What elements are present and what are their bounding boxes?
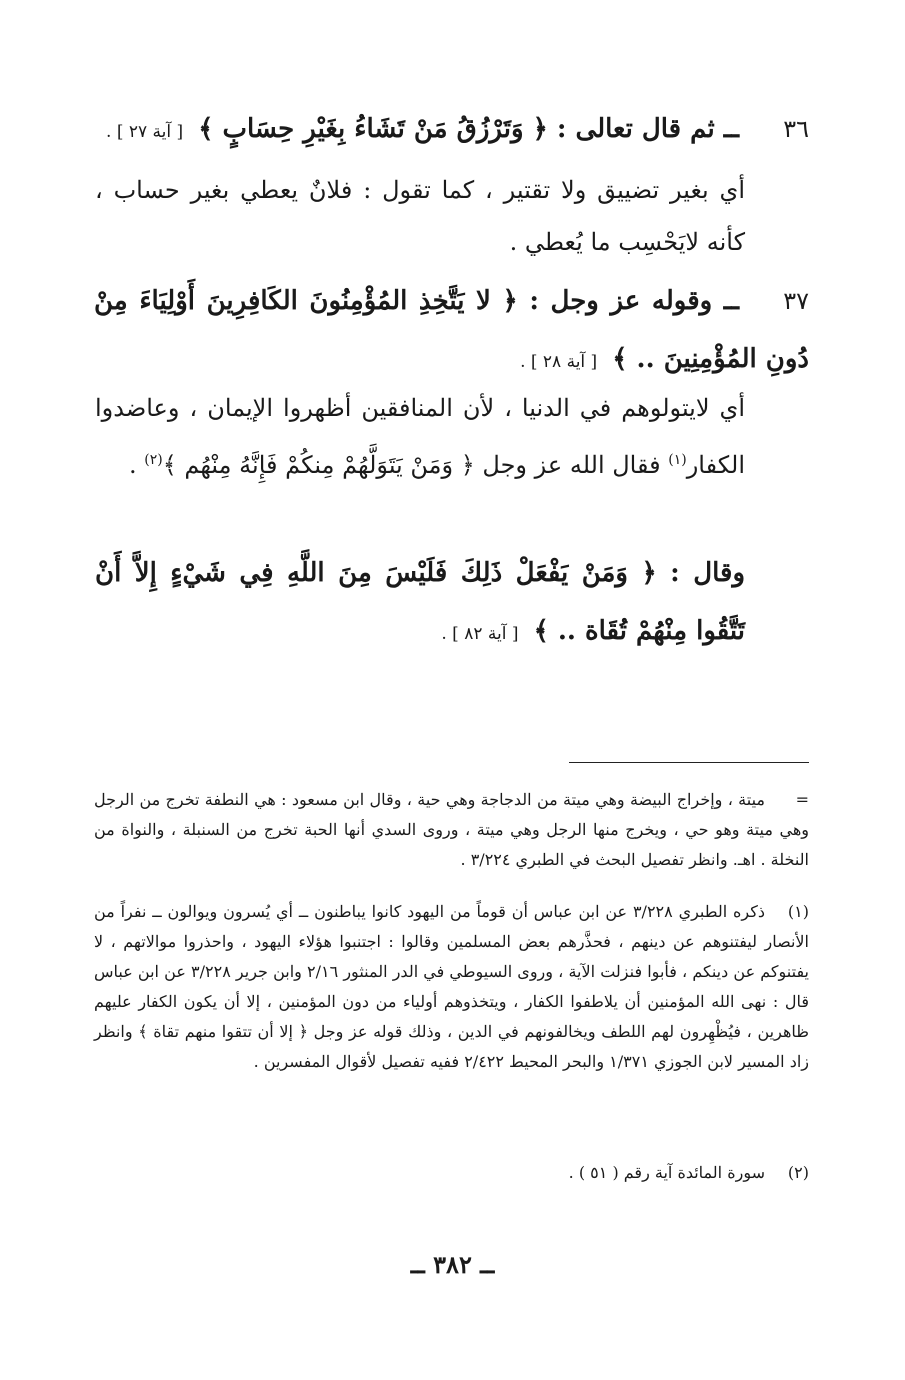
- continuation-lead: وقال :: [670, 558, 746, 588]
- entry-lead: ــ ثم قال تعالى :: [556, 114, 739, 144]
- verse-reference: [ آية ٢٨ ] .: [520, 352, 598, 372]
- footnote-ref-1: (١): [668, 452, 687, 468]
- continuation-verse-block: [95, 544, 745, 663]
- footnote-ref-2: (٢): [144, 452, 163, 468]
- verse-reference: [ آية ٨٢ ] .: [441, 624, 519, 644]
- carryover-marker: =: [795, 790, 809, 809]
- quran-verse: ﴿ وَمَنْ يَفْعَلْ ذَلِكَ فَلَيْسَ مِنَ اللَّهِ فِي شَيْءٍ إِلاَّ أَنْ تَتَّقُوا مِنْهُمْ تُقَاة .. ﴾: [95, 558, 745, 646]
- explanation-verse: فقال الله عز وجل ﴿ وَمَنْ يَتَوَلَّهُمْ مِنكُمْ فَإِنَّهُ مِنْهُم ﴾: [162, 451, 669, 479]
- footnote-1: [94, 897, 809, 1077]
- quran-verse: ﴿ وَتَرْزُقُ مَنْ تَشَاءُ بِغَيْرِ حِسَابٍ ﴾: [198, 114, 548, 144]
- entry-37-explanation: [95, 382, 745, 491]
- entry-number: ٣٧: [783, 287, 810, 315]
- footnote-number: (٢): [787, 1163, 809, 1182]
- footnote-text: سورة المائدة آية رقم ( ٥١ ) .: [568, 1163, 765, 1182]
- entry-number: ٣٦: [783, 115, 809, 143]
- footnote-text: ميتة ، وإخراج البيضة وهي ميتة من الدجاجة وهي حية ، وقال ابن مسعود : هي النطفة تخرج من الرجل وهي ميتة وهو حي ، ويخرج منها الرجل وهي ميتة ، وروى السدي أنها الحبة تخرج من السنبلة ، والنواة من النخلة . اهـ. وانظر تفصيل البحث في الطبري ٣/٢٢٤ .: [94, 790, 809, 869]
- footnote-number: (١): [787, 902, 810, 921]
- footnote-separator: [569, 762, 809, 763]
- explanation-end: .: [128, 451, 145, 479]
- entry-37-heading: [94, 272, 809, 391]
- entry-36-explanation: أي بغير تضييق ولا تقتير ، كما تقول : فلانٌ يعطي بغير حساب ، كأنه لايَحْسِب ما يُعطي .: [95, 176, 746, 256]
- footnote-2: [94, 1158, 809, 1188]
- explanation-text: أي لايتولوهم في الدنيا ، لأن المنافقين أظهروا الإيمان ، وعاضدوا الكفار: [95, 394, 745, 479]
- entry-36-heading: [94, 100, 809, 161]
- entry-lead: ــ وقوله عز وجل :: [529, 286, 740, 316]
- footnote-text: ذكره الطبري ٣/٢٢٨ عن ابن عباس أن قوماً من اليهود كانوا يباطنون ــ أي يُسرون ويوالون ــ نفراً من الأنصار ليفتنوهم عن دينهم ، فحذَّرهم بعض المسلمين وقالوا : اجتنبوا هؤلاء اليهود ، واحذروا موالاتهم ، لا يفتنوكم عن دينكم ، فأبوا فنزلت الآية ، وروى السيوطي في الدر المنثور ٢/١٦ وابن جرير ٣/٢٢٨ عن ابن عباس قال : نهى الله المؤمنين أن يلاطفوا الكفار ، ويتخذوهم أولياء من دون المؤمنين ، إلا أن يكون الكفار عليهم ظاهرين ، فيُظْهِرون لهم اللطف ويخالفونهم في الدين ، وذلك قوله عز وجل ﴿ إلا أن تتقوا منهم تقاة ﴾ وانظر زاد المسير لابن الجوزي ١/٣٧١ والبحر المحيط ٢/٤٢٢ ففيه تفصيل لأقوال المفسرين .: [94, 902, 810, 1071]
- verse-reference: [ آية ٢٧ ] .: [106, 122, 184, 142]
- quran-verse: ﴿ لا يَتَّخِذِ المُؤْمِنُونَ الكَافِرِينَ أَوْلِيَاءَ مِنْ دُونِ المُؤْمِنِينَ .. ﴾: [94, 286, 809, 374]
- page-number: ــ ٣٨٢ ــ: [410, 1250, 495, 1279]
- footnote-carryover: [94, 785, 809, 875]
